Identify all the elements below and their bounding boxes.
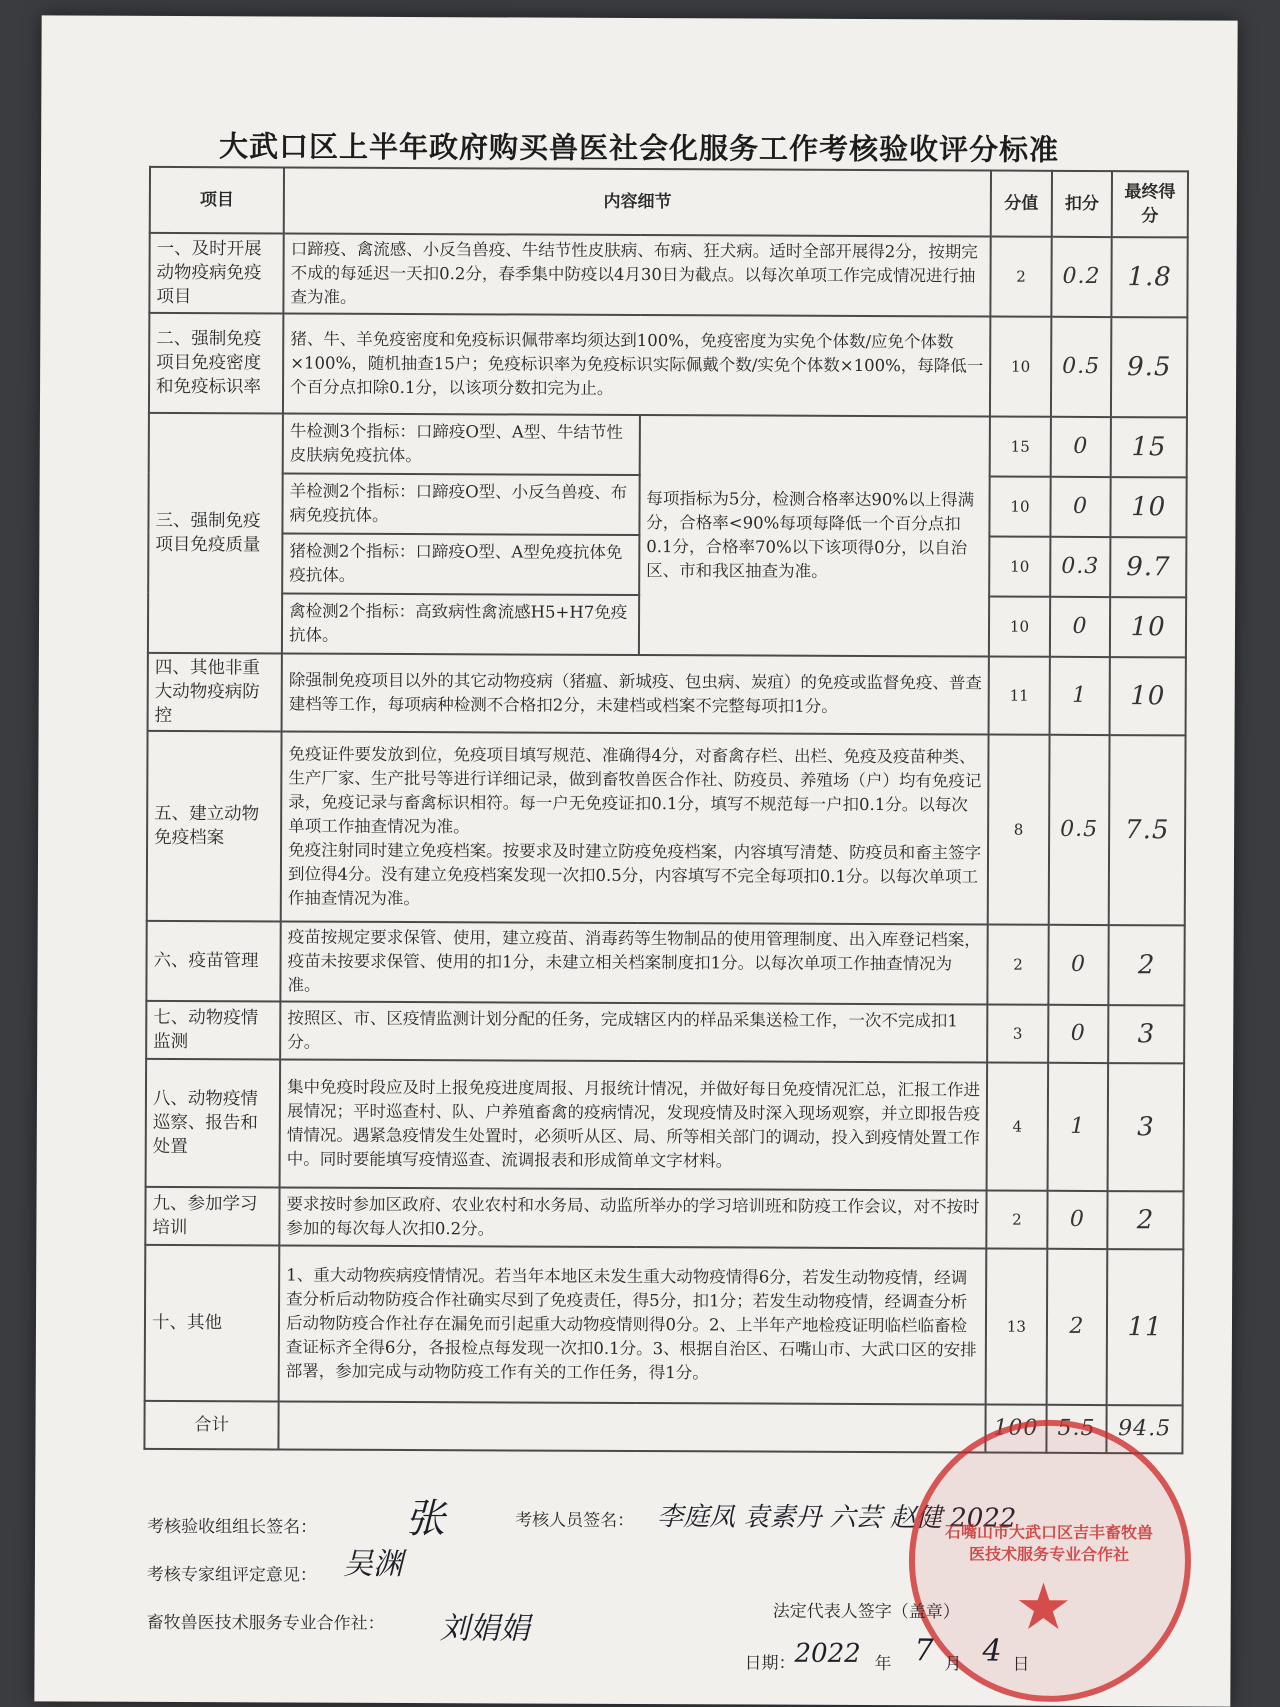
row-item: 五、建立动物免疫档案 (147, 731, 282, 922)
document-paper (34, 15, 1237, 1706)
row-final: 15 (1111, 417, 1187, 477)
row-final: 7.5 (1109, 735, 1186, 925)
row-content: 猪、牛、羊免疫密度和免疫标识佩带率均须达到100%，免疫密度为实免个体数/应免个体数×100%，随机抽查15户；免疫标识率为免疫标识实际佩戴个数/实免个体数×100%，每降低一个百分点扣除0.1分，以该项分数扣完为止。 (283, 313, 991, 416)
row-score: 10 (989, 597, 1050, 657)
legal-rep-label: 法定代表人签字（盖章） (772, 1601, 960, 1623)
row-final: 11 (1107, 1249, 1183, 1405)
row-deduct: 0.3 (1050, 537, 1111, 597)
row-content: 集中免疫时段应及时上报免疫进度周报、月报统计情况，并做好每日免疫情况汇总，汇报工作进展情况；平时巡查村、队、户养殖畜禽的疫病情况，发现疫情及时深入现场观察，并立即报告疫情情况。遇紧急疫情发生处置时，必须听从区、局、所等相关部门的调动，投入到疫情处置工作中。同时要能填写疫情巡查、流调报表和形成简单文字材料。 (280, 1059, 988, 1190)
table-row (146, 1001, 1184, 1064)
row-deduct: 1 (1049, 657, 1110, 735)
quality-sub-content: 牛检测3个指标：口蹄疫O型、A型、牛结节性皮肤病免疫抗体。 (283, 413, 640, 475)
row-score: 10 (989, 537, 1050, 597)
row-score: 10 (990, 317, 1051, 417)
row-deduct: 0.2 (1051, 237, 1112, 317)
row-content-part-1: 免疫证件要发放到位，免疫项目填写规范、准确得4分，对畜禽存栏、出栏、免疫及疫苗种类、生产厂家、生产批号等进行详细记录，做到畜牧兽医合作社、防疫员、养殖场（户）均有免疫记录，免疫记录与畜禽标识相符。每一户无免疫证扣0.1分，填写不规范每一户扣0.1分。以每次单项工作抽查情况为准。 (288, 744, 982, 837)
table-row (149, 313, 1187, 418)
table-row (147, 731, 1186, 926)
row-deduct: 0 (1050, 417, 1111, 477)
row-final: 10 (1111, 477, 1187, 537)
row-score: 11 (989, 657, 1050, 735)
staff-signature: 李庭凤 袁素丹 六芸 赵健 2022 (657, 1502, 1017, 1534)
row-item: 一、及时开展动物疫病免疫项目 (149, 233, 283, 314)
date-year: 2022 (794, 1638, 861, 1669)
header-content: 内容细节 (284, 167, 991, 236)
row-final: 3 (1108, 1063, 1184, 1191)
header-deduct: 扣分 (1051, 171, 1112, 237)
row-deduct: 0 (1048, 925, 1109, 1005)
quality-sub-content: 禽检测2个指标：高致病性禽流感H5+H7免疫抗体。 (282, 593, 639, 655)
row-item: 六、疫苗管理 (146, 921, 280, 1002)
row-final: 2 (1108, 1191, 1184, 1249)
header-final: 最终得分 (1112, 171, 1188, 237)
row-content: 口蹄疫、禽流感、小反刍兽疫、牛结节性皮肤病、布病、狂犬病。适时全部开展得2分，按期完不成的每延迟一天扣0.2分，春季集中防疫以4月30日为截点。以每次单项工作完成情况进行抽查为准。 (283, 233, 990, 316)
table-row (149, 233, 1187, 318)
row-final: 9.7 (1110, 537, 1186, 597)
row-score: 2 (986, 1191, 1047, 1249)
row-content: 按照区、市、区疫情监测计划分配的任务，完成辖区内的样品采集送检工作，一次不完成扣1分。 (280, 1001, 987, 1062)
row-score: 8 (988, 735, 1049, 925)
date-label: 日期： (744, 1653, 796, 1674)
row-content (281, 731, 989, 924)
row-content: 1、重大动物疾病疫情情况。若当年本地区未发生重大动物疫情得6分，若发生动物疫情，经调查分析后动物防疫合作社确实尽到了免疫责任，得5分，扣1分；若发生动物疫情，经调查分析后动物防疫合作社存在漏免而引起重大动物疫情则得0分。2、上半年产地检疫证明临栏临畜检查证标齐全得6分，各报检点每发现一次扣0.1分。3、根据自治区、石嘴山市、大武口区的安排部署，参加完成与动物防疫工作有关的工作任务，得1分。 (279, 1245, 987, 1404)
row-score: 3 (987, 1005, 1048, 1063)
coop-signature: 刘娟娟 (439, 1611, 530, 1647)
total-score: 100 (986, 1405, 1047, 1453)
total-deduct: 5.5 (1046, 1405, 1107, 1453)
table-row (145, 1187, 1183, 1250)
row-deduct: 1 (1047, 1063, 1108, 1191)
row-deduct: 0.5 (1051, 317, 1112, 417)
row-item: 四、其他非重大动物疫病防控 (148, 653, 282, 732)
scoring-table (143, 166, 1189, 1455)
row-score: 10 (990, 477, 1051, 537)
date-day-unit: 日 (1012, 1654, 1030, 1675)
row-deduct: 0 (1050, 597, 1111, 657)
row-final: 1.8 (1112, 237, 1188, 317)
row-final: 10 (1110, 657, 1186, 735)
row-score: 15 (990, 417, 1051, 477)
quality-sub-content: 猪检测2个指标：口蹄疫O型、A型免疫抗体免疫抗体。 (282, 533, 639, 595)
row-content: 疫苗按规定要求保管、使用，建立疫苗、消毒药等生物制品的使用管理制度、出入库登记档案，疫苗未按要求保管、使用的扣1分，未建立相关档案制度扣1分。以每次单项工作抽查情况为准。 (280, 921, 987, 1004)
header-score: 分值 (991, 171, 1052, 237)
table-row (145, 1245, 1184, 1406)
seal-text: 石嘴山市大武口区吉丰畜牧兽医技术服务专业合作社 (945, 1522, 1154, 1565)
row-item: 二、强制免疫项目免疫密度和免疫标识率 (149, 313, 283, 414)
seal-star-icon: ★ (1014, 1570, 1073, 1645)
row-content: 除强制免疫项目以外的其它动物疫病（猪瘟、新城疫、包虫病、炭疽）的免疫或监督免疫、普查建档等工作，每项病种检测不合格扣2分，未建档或档案不完整每项扣1分。 (282, 653, 989, 734)
row-item: 三、强制免疫项目免疫质量 (148, 413, 283, 654)
coop-label: 畜牧兽医技术服务专业合作社： (146, 1612, 385, 1634)
date-year-unit: 年 (874, 1654, 892, 1675)
table-row (146, 1059, 1185, 1192)
row-deduct: 2 (1046, 1249, 1107, 1405)
table-header-row (150, 167, 1188, 238)
row-item: 七、动物疫情监测 (146, 1001, 280, 1060)
total-final: 94.5 (1107, 1405, 1183, 1453)
row-final: 9.5 (1111, 317, 1187, 417)
row-final: 10 (1110, 597, 1186, 657)
quality-sub-content: 羊检测2个指标：口蹄疫O型、小反刍兽疫、布病免疫抗体。 (282, 473, 639, 535)
row-score: 2 (988, 925, 1049, 1005)
row-score: 4 (987, 1063, 1048, 1191)
total-blank (278, 1401, 985, 1452)
total-label: 合计 (144, 1401, 278, 1450)
row-item: 九、参加学习培训 (145, 1187, 279, 1246)
expert-signature: 吴渊 (342, 1546, 404, 1582)
quality-shared-rule: 每项指标为5分，检测合格率达90%以上得满分，合格率<90%每项每降低一个百分点扣0.1分，合格率70%以下该项得0分，以自治区、市和我区抽查为准。 (639, 415, 990, 657)
date-month-unit: 月 (944, 1654, 962, 1675)
row-score: 13 (986, 1249, 1047, 1405)
row-item: 十、其他 (145, 1245, 280, 1402)
row-content-part-2: 免疫注射同时建立免疫档案。按要求及时建立防疫免疫档案，内容填写清楚、防疫员和畜主签字到位得4分。没有建立免疫档案发现一次扣0.5分，内容填写不完全每项扣0.1分。以每次单项工作抽查情况为准。 (287, 840, 982, 909)
table-row (146, 921, 1184, 1006)
leader-signature: 张 (405, 1495, 446, 1543)
header-item: 项目 (150, 167, 284, 234)
table-row (149, 413, 1187, 478)
staff-label: 考核人员签名： (515, 1510, 635, 1531)
row-item: 八、动物疫情巡察、报告和处置 (146, 1059, 281, 1188)
row-deduct: 0.5 (1048, 735, 1109, 925)
row-final: 2 (1109, 925, 1185, 1005)
row-deduct: 0 (1047, 1191, 1108, 1249)
row-deduct: 0 (1050, 477, 1111, 537)
row-final: 3 (1108, 1005, 1184, 1063)
date-month: 7 (914, 1633, 934, 1669)
row-deduct: 0 (1048, 1005, 1109, 1063)
expert-label: 考核专家组评定意见： (146, 1564, 317, 1586)
table-row (148, 653, 1186, 736)
row-score: 2 (991, 237, 1052, 317)
document-title: 大武口区上半年政府购买兽医社会化服务工作考核验收评分标准 (219, 129, 1060, 167)
row-content: 要求按时参加区政府、农业农村和水务局、动监所举办的学习培训班和防疫工作会议，对不按时参加的每次每人次扣0.2分。 (279, 1187, 986, 1248)
leader-label: 考核验收组组长签名： (147, 1516, 318, 1538)
date-day: 4 (982, 1633, 1002, 1669)
